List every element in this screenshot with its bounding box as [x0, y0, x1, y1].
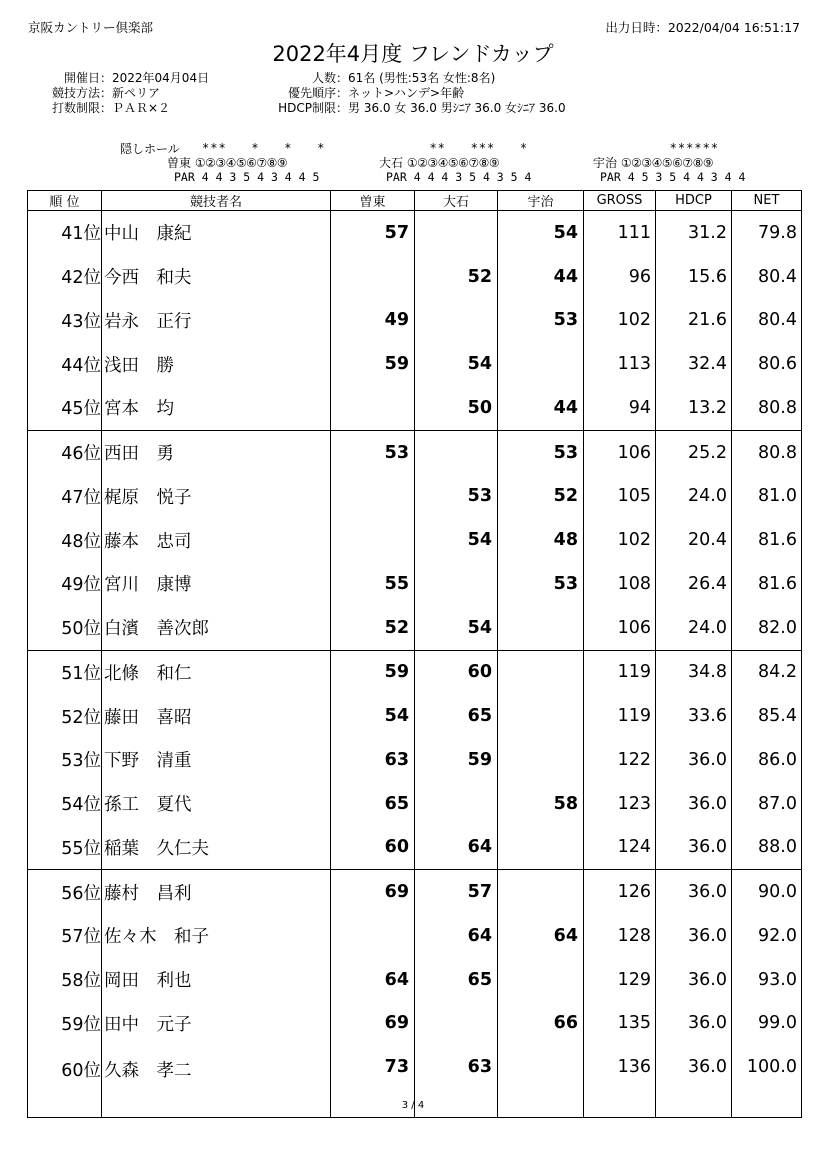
table-row [28, 211, 802, 255]
cell-hdcp: 20.4 [656, 518, 732, 562]
cell-course2: 63 [415, 1045, 498, 1118]
cell-net: 80.6 [732, 342, 802, 386]
course-name: 宇治 [593, 156, 618, 170]
cell-rank: 51位 [28, 650, 102, 694]
cell-course1: 60 [331, 826, 415, 870]
cell-net: 80.8 [732, 430, 802, 474]
cell-course2: 64 [415, 914, 498, 958]
cell-course3: 52 [498, 475, 584, 519]
cell-net: 81.6 [732, 562, 802, 606]
cell-course3: 44 [498, 386, 584, 430]
col-hdcp: HDCP [656, 191, 732, 211]
cell-course1 [331, 386, 415, 430]
cell-name: 宮本 均 [102, 386, 331, 430]
info-label: 打数制限 [51, 101, 100, 115]
cell-name: 佐々木 和子 [102, 914, 331, 958]
cell-net: 79.8 [732, 211, 802, 255]
cell-course2: 52 [415, 255, 498, 299]
cell-net: 88.0 [732, 826, 802, 870]
cell-rank: 60位 [28, 1045, 102, 1118]
cell-course3: 44 [498, 255, 584, 299]
cell-hdcp: 15.6 [656, 255, 732, 299]
course-name: 大石 [379, 156, 404, 170]
cell-net: 80.8 [732, 386, 802, 430]
table-row [28, 518, 802, 562]
table-header [28, 191, 802, 211]
cell-hdcp: 36.0 [656, 870, 732, 914]
cell-course2 [415, 562, 498, 606]
table-row [28, 562, 802, 606]
cell-course2: 65 [415, 958, 498, 1002]
cell-rank: 48位 [28, 518, 102, 562]
info-value: ：ネット>ハンデ>年齢 [336, 86, 465, 100]
cell-name: 孫工 夏代 [102, 782, 331, 826]
cell-course3 [498, 738, 584, 782]
cell-net: 99.0 [732, 1002, 802, 1046]
cell-rank: 54位 [28, 782, 102, 826]
cell-name: 北條 和仁 [102, 650, 331, 694]
hidden-hole-stars: *** * * * [202, 141, 326, 155]
cell-course2 [415, 299, 498, 343]
cell-gross: 108 [584, 562, 656, 606]
cell-rank: 56位 [28, 870, 102, 914]
cell-hdcp: 25.2 [656, 430, 732, 474]
cell-course2: 64 [415, 826, 498, 870]
par-values: 4 4 4 3 5 4 3 5 4 [413, 170, 532, 184]
cell-net: 85.4 [732, 694, 802, 738]
cell-name: 岩永 正行 [102, 299, 331, 343]
cell-course1: 53 [331, 430, 415, 474]
cell-rank: 59位 [28, 1002, 102, 1046]
cell-name: 西田 勇 [102, 430, 331, 474]
cell-rank: 53位 [28, 738, 102, 782]
cell-gross: 123 [584, 782, 656, 826]
cell-net: 86.0 [732, 738, 802, 782]
cell-name: 稲葉 久仁夫 [102, 826, 331, 870]
cell-net: 81.0 [732, 475, 802, 519]
cell-course3: 53 [498, 299, 584, 343]
cell-course1: 69 [331, 1002, 415, 1046]
table-row [28, 650, 802, 694]
cell-gross: 126 [584, 870, 656, 914]
cell-course3 [498, 694, 584, 738]
table-row [28, 914, 802, 958]
cell-hdcp: 26.4 [656, 562, 732, 606]
cell-rank: 43位 [28, 299, 102, 343]
cell-course3: 53 [498, 562, 584, 606]
table-row [28, 299, 802, 343]
cell-hdcp: 31.2 [656, 211, 732, 255]
cell-course3: 48 [498, 518, 584, 562]
cell-hdcp: 32.4 [656, 342, 732, 386]
cell-course3: 54 [498, 211, 584, 255]
hidden-hole-stars: ****** [645, 141, 720, 155]
cell-gross: 106 [584, 606, 656, 650]
cell-course1 [331, 475, 415, 519]
cell-course2: 65 [415, 694, 498, 738]
par-label: PAR [600, 170, 621, 184]
cell-hdcp: 36.0 [656, 1002, 732, 1046]
cell-hdcp: 24.0 [656, 606, 732, 650]
cell-course3 [498, 958, 584, 1002]
cell-gross: 136 [584, 1045, 656, 1118]
cell-rank: 57位 [28, 914, 102, 958]
cell-course1: 63 [331, 738, 415, 782]
cell-name: 白濱 善次郎 [102, 606, 331, 650]
cell-course1 [331, 255, 415, 299]
table-row [28, 255, 802, 299]
cell-name: 浅田 勝 [102, 342, 331, 386]
cell-course3: 53 [498, 430, 584, 474]
page-number: 3 / 4 [401, 1100, 425, 1111]
cell-name: 岡田 利也 [102, 958, 331, 1002]
cell-name: 藤村 昌利 [102, 870, 331, 914]
cell-net: 93.0 [732, 958, 802, 1002]
results-table [27, 190, 802, 1118]
info-value: ：61名 (男性:53名 女性:8名) [336, 71, 496, 85]
cell-course2: 54 [415, 518, 498, 562]
cell-gross: 96 [584, 255, 656, 299]
cell-course3 [498, 606, 584, 650]
col-course1: 曽東 [331, 191, 415, 211]
info-label: 人数 [311, 71, 336, 85]
table-row [28, 738, 802, 782]
cell-gross: 135 [584, 1002, 656, 1046]
info-value: ：新ペリア [100, 86, 161, 100]
cell-rank: 49位 [28, 562, 102, 606]
cell-course1: 65 [331, 782, 415, 826]
cell-course1: 52 [331, 606, 415, 650]
col-name: 競技者名 [102, 191, 331, 211]
hole-numbers: ①②③④⑤⑥⑦⑧⑨ [406, 156, 500, 170]
cell-rank: 45位 [28, 386, 102, 430]
cell-hdcp: 21.6 [656, 299, 732, 343]
cell-course3: 66 [498, 1002, 584, 1046]
cell-name: 下野 清重 [102, 738, 331, 782]
cell-gross: 122 [584, 738, 656, 782]
cell-rank: 58位 [28, 958, 102, 1002]
cell-gross: 102 [584, 518, 656, 562]
cell-gross: 113 [584, 342, 656, 386]
info-value: ：男 36.0 女 36.0 男ｼﾆｱ 36.0 女ｼﾆｱ 36.0 [336, 101, 566, 115]
print-datetime: 出力日時：2022/04/04 16:51:17 [605, 20, 800, 35]
table-row [28, 1002, 802, 1046]
page-title: 2022年4月度 フレンドカップ [272, 42, 554, 66]
table-row [28, 386, 802, 430]
cell-gross: 94 [584, 386, 656, 430]
cell-gross: 119 [584, 650, 656, 694]
info-label: HDCP制限 [278, 101, 336, 115]
cell-course2 [415, 782, 498, 826]
cell-rank: 50位 [28, 606, 102, 650]
cell-hdcp: 36.0 [656, 1045, 732, 1118]
col-net: NET [732, 191, 802, 211]
cell-course3: 64 [498, 914, 584, 958]
cell-course3: 58 [498, 782, 584, 826]
table-row [28, 826, 802, 870]
hidden-holes-label: 隠しホール [120, 142, 180, 156]
info-label: 競技方法 [51, 86, 100, 100]
cell-course2: 54 [415, 606, 498, 650]
cell-course1: 54 [331, 694, 415, 738]
cell-gross: 111 [584, 211, 656, 255]
cell-net: 92.0 [732, 914, 802, 958]
cell-rank: 42位 [28, 255, 102, 299]
cell-hdcp: 36.0 [656, 738, 732, 782]
cell-course1: 69 [331, 870, 415, 914]
cell-course2: 59 [415, 738, 498, 782]
cell-rank: 46位 [28, 430, 102, 474]
table-row [28, 342, 802, 386]
cell-hdcp: 34.8 [656, 650, 732, 694]
cell-net: 84.2 [732, 650, 802, 694]
cell-course1 [331, 518, 415, 562]
col-course2: 大石 [415, 191, 498, 211]
cell-name: 今西 和夫 [102, 255, 331, 299]
cell-hdcp: 24.0 [656, 475, 732, 519]
cell-course1 [331, 914, 415, 958]
cell-gross: 102 [584, 299, 656, 343]
cell-course2 [415, 211, 498, 255]
cell-gross: 106 [584, 430, 656, 474]
cell-course2: 53 [415, 475, 498, 519]
cell-course1: 64 [331, 958, 415, 1002]
cell-rank: 41位 [28, 211, 102, 255]
col-course3: 宇治 [498, 191, 584, 211]
cell-rank: 52位 [28, 694, 102, 738]
cell-gross: 119 [584, 694, 656, 738]
cell-net: 87.0 [732, 782, 802, 826]
cell-gross: 128 [584, 914, 656, 958]
info-value: ：2022年04月04日 [100, 71, 210, 85]
cell-course1: 59 [331, 342, 415, 386]
cell-gross: 105 [584, 475, 656, 519]
cell-rank: 44位 [28, 342, 102, 386]
cell-net: 80.4 [732, 299, 802, 343]
cell-rank: 47位 [28, 475, 102, 519]
table-row [28, 782, 802, 826]
cell-course2 [415, 430, 498, 474]
cell-gross: 129 [584, 958, 656, 1002]
cell-hdcp: 36.0 [656, 958, 732, 1002]
cell-course2 [415, 1002, 498, 1046]
cell-name: 宮川 康博 [102, 562, 331, 606]
info-label: 開催日 [63, 71, 100, 85]
cell-course3 [498, 650, 584, 694]
cell-course1: 57 [331, 211, 415, 255]
cell-name: 藤本 忠司 [102, 518, 331, 562]
hole-numbers: ①②③④⑤⑥⑦⑧⑨ [620, 156, 714, 170]
hole-numbers: ①②③④⑤⑥⑦⑧⑨ [194, 156, 288, 170]
club-name: 京阪カントリー倶楽部 [28, 20, 154, 35]
event-info-right [250, 71, 566, 116]
cell-name: 藤田 喜昭 [102, 694, 331, 738]
info-label: 優先順序 [287, 86, 336, 100]
info-value: ：ＰＡＲ×２ [100, 101, 171, 115]
cell-net: 90.0 [732, 870, 802, 914]
cell-name: 久森 孝二 [102, 1045, 331, 1118]
cell-hdcp: 33.6 [656, 694, 732, 738]
course-name: 曽東 [167, 156, 192, 170]
par-values: 4 4 3 5 4 3 4 4 5 [201, 170, 320, 184]
cell-rank: 55位 [28, 826, 102, 870]
hidden-hole-stars: ** *** * [413, 141, 545, 155]
cell-net: 82.0 [732, 606, 802, 650]
cell-course1: 73 [331, 1045, 415, 1118]
cell-hdcp: 13.2 [656, 386, 732, 430]
par-values: 4 5 3 5 4 4 3 4 4 [627, 170, 746, 184]
cell-gross: 124 [584, 826, 656, 870]
table-row [28, 430, 802, 474]
cell-course3 [498, 870, 584, 914]
cell-net: 81.6 [732, 518, 802, 562]
par-label: PAR [386, 170, 407, 184]
cell-course2: 60 [415, 650, 498, 694]
par-label: PAR [174, 170, 195, 184]
cell-net: 80.4 [732, 255, 802, 299]
cell-name: 田中 元子 [102, 1002, 331, 1046]
cell-course1: 49 [331, 299, 415, 343]
cell-course2: 54 [415, 342, 498, 386]
table-row [28, 606, 802, 650]
cell-course3 [498, 826, 584, 870]
table-row [28, 958, 802, 1002]
table-row [28, 870, 802, 914]
col-rank: 順 位 [28, 191, 102, 211]
col-gross: GROSS [584, 191, 656, 211]
cell-hdcp: 36.0 [656, 914, 732, 958]
cell-net: 100.0 [732, 1045, 802, 1118]
cell-name: 中山 康紀 [102, 211, 331, 255]
cell-hdcp: 36.0 [656, 782, 732, 826]
cell-course3 [498, 342, 584, 386]
cell-course1: 59 [331, 650, 415, 694]
table-row [28, 694, 802, 738]
cell-hdcp: 36.0 [656, 826, 732, 870]
cell-course2: 57 [415, 870, 498, 914]
cell-course1: 55 [331, 562, 415, 606]
cell-name: 梶原 悦子 [102, 475, 331, 519]
cell-course2: 50 [415, 386, 498, 430]
table-row [28, 475, 802, 519]
event-info-left [40, 71, 209, 116]
